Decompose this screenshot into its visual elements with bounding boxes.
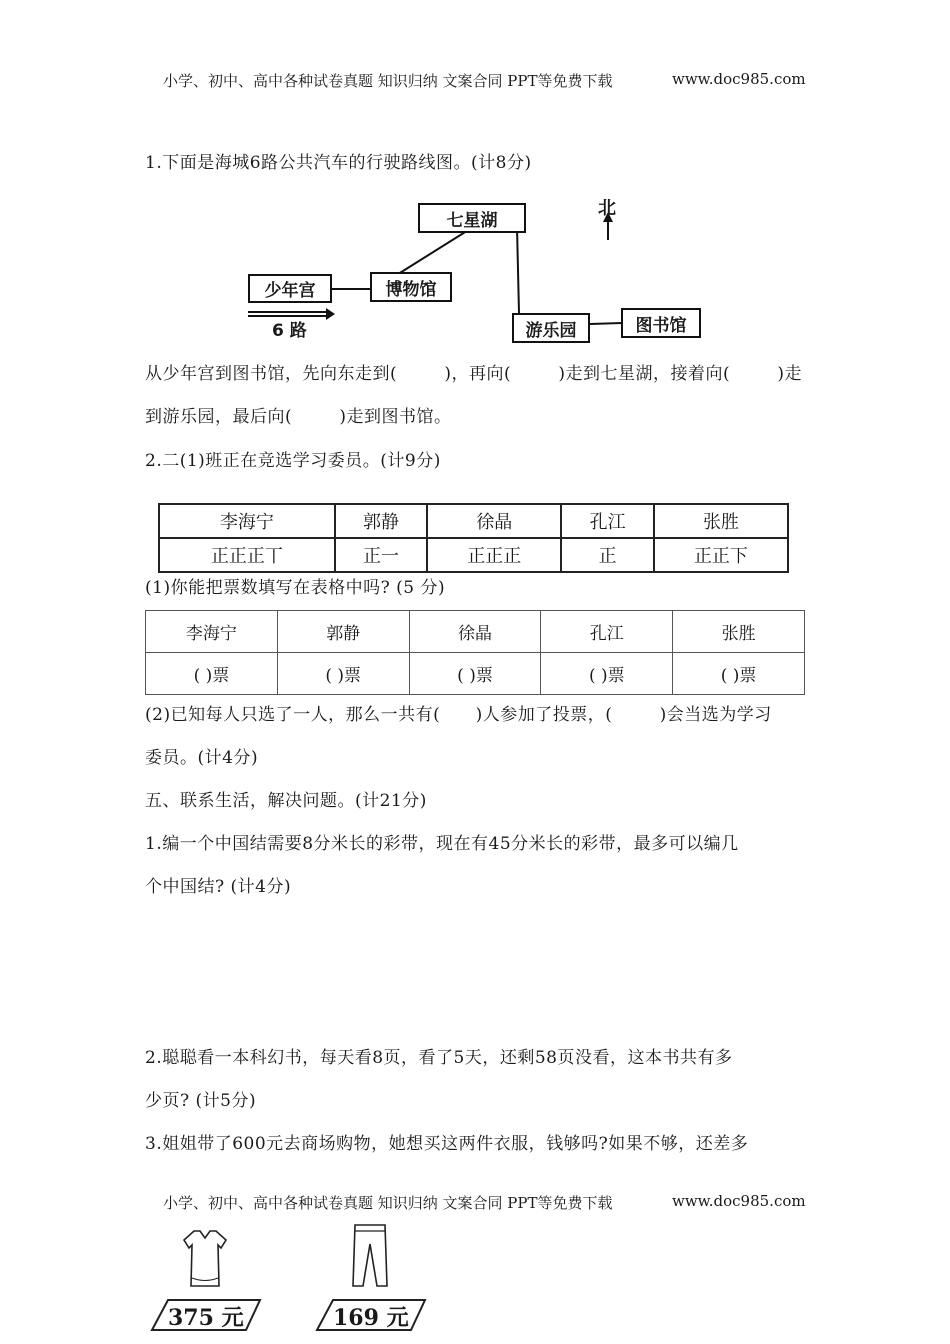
q2-sub2-line1: (2)已知每人只选了一人，那么一共有( )人参加了投票，( )会当选为学习 xyxy=(145,705,772,725)
q2-sub1: (1)你能把票数填写在表格中吗? (5 分) xyxy=(145,578,446,598)
header-url: www.doc985.com xyxy=(672,70,806,88)
vote-blank[interactable]: ( )票 xyxy=(541,653,673,695)
vote-name: 徐晶 xyxy=(409,611,541,653)
tally-mark: 正正正丅 xyxy=(159,538,335,572)
tally-names-row xyxy=(159,504,788,538)
s5-q2-line1: 2.聪聪看一本科幻书，每天看8页，看了5天，还剩58页没看，这本书共有多 xyxy=(145,1048,733,1068)
stop-qixinghu: 七星湖 xyxy=(418,203,526,233)
tally-name: 李海宁 xyxy=(159,504,335,538)
footer-url: www.doc985.com xyxy=(672,1192,806,1210)
tally-table xyxy=(158,503,789,573)
route-line-bowuguan-qixinghu xyxy=(395,229,470,276)
q1-line2: 到游乐园，最后向( )走到图书馆。 xyxy=(145,407,452,427)
stop-youleyuan: 游乐园 xyxy=(512,313,590,343)
tally-mark: 正正下 xyxy=(654,538,788,572)
route-line-qixinghu-youleyuan xyxy=(517,227,519,313)
s5-q3-line1: 3.姐姐带了600元去商场购物，她想买这两件衣服，钱够吗?如果不够，还差多 xyxy=(145,1134,749,1154)
stop-bowuguan: 博物馆 xyxy=(370,272,452,302)
votes-table xyxy=(145,610,805,695)
tally-mark: 正一 xyxy=(335,538,428,572)
route-label: 6 路 xyxy=(272,321,307,341)
footer-text: 小学、初中、高中各种试卷真题 知识归纳 文案合同 PPT等免费下载 xyxy=(163,1194,613,1212)
route-line-youleyuan-tushuguan xyxy=(590,323,622,324)
tally-name: 张胜 xyxy=(654,504,788,538)
vote-name: 孔江 xyxy=(541,611,673,653)
north-label: 北 xyxy=(598,198,616,219)
header-text: 小学、初中、高中各种试卷真题 知识归纳 文案合同 PPT等免费下载 xyxy=(163,72,613,90)
q1-line1: 从少年宫到图书馆，先向东走到( )，再向( )走到七星湖，接着向( )走 xyxy=(145,364,802,384)
q1-prompt: 1.下面是海城6路公共汽车的行驶路线图。(计8分) xyxy=(145,153,532,173)
vote-name: 郭静 xyxy=(277,611,409,653)
vote-blank[interactable]: ( )票 xyxy=(673,653,805,695)
section5-title: 五、联系生活，解决问题。(计21分) xyxy=(145,791,427,811)
q2-prompt: 2.二(1)班正在竞选学习委员。(计9分) xyxy=(145,451,441,471)
vote-blank[interactable]: ( )票 xyxy=(146,653,278,695)
votes-blank-row xyxy=(146,653,805,695)
s5-q2-line2: 少页? (计5分) xyxy=(145,1091,257,1111)
vote-name: 张胜 xyxy=(673,611,805,653)
votes-names-row xyxy=(146,611,805,653)
dress-icon xyxy=(180,1228,230,1292)
tally-mark: 正 xyxy=(561,538,654,572)
route-arrow-icon xyxy=(326,308,335,320)
tally-name: 孔江 xyxy=(561,504,654,538)
stop-shaoniangong: 少年宫 xyxy=(248,274,332,303)
s5-q1-line1: 1.编一个中国结需要8分米长的彩带，现在有45分米长的彩带，最多可以编几 xyxy=(145,834,739,854)
pants-icon xyxy=(345,1222,395,1292)
vote-blank[interactable]: ( )票 xyxy=(277,653,409,695)
price-pants: 169 元 xyxy=(333,1305,409,1331)
tally-mark: 正正正 xyxy=(427,538,561,572)
price-dress: 375 元 xyxy=(168,1305,244,1331)
vote-blank[interactable]: ( )票 xyxy=(409,653,541,695)
s5-q1-line2: 个中国结? (计4分) xyxy=(145,877,292,897)
tally-marks-row xyxy=(159,538,788,572)
tally-name: 郭静 xyxy=(335,504,428,538)
stop-tushuguan: 图书馆 xyxy=(621,308,701,338)
vote-name: 李海宁 xyxy=(146,611,278,653)
q2-sub2-line2: 委员。(计4分) xyxy=(145,748,259,768)
tally-name: 徐晶 xyxy=(427,504,561,538)
